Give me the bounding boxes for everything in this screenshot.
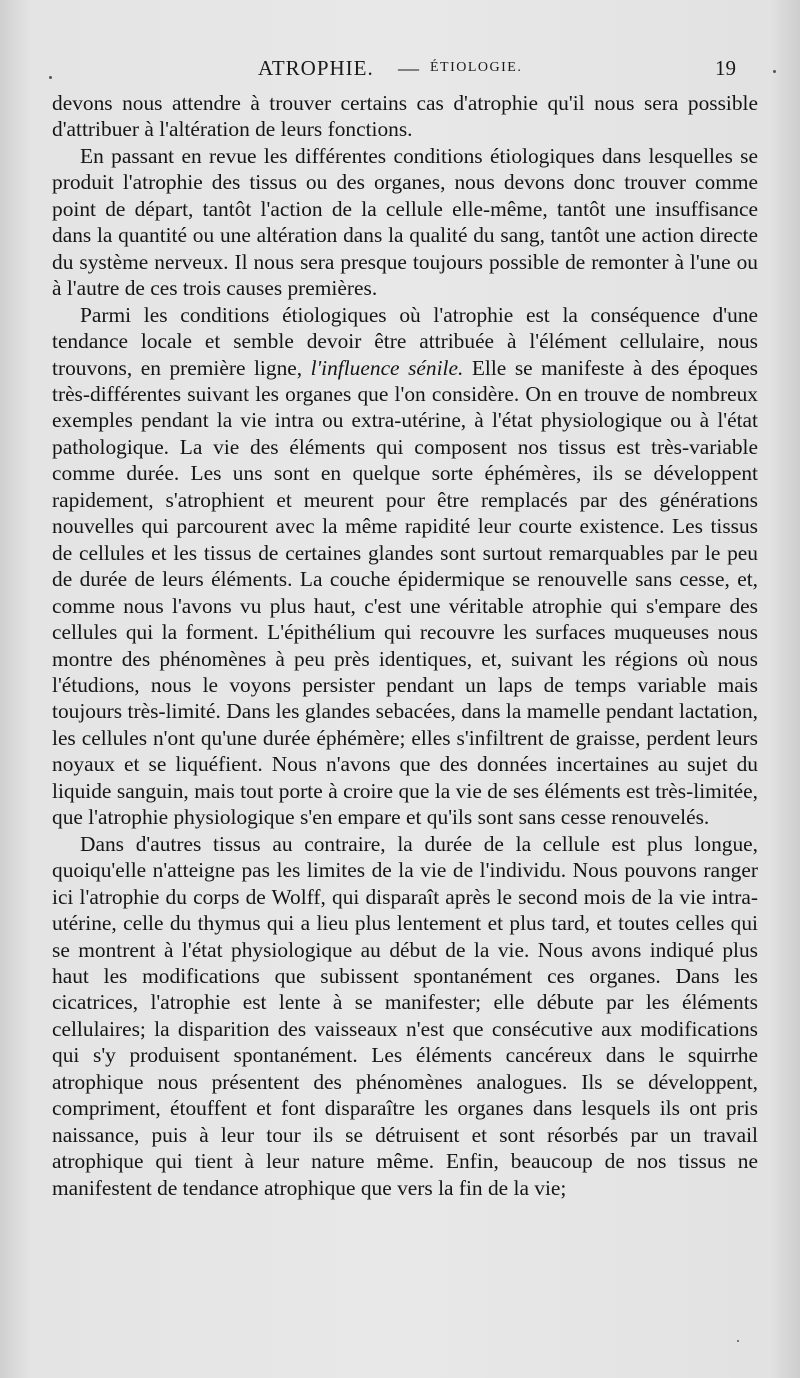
paragraph-3-text-before: Parmi les conditions étiologiques où l'atrophie est la conséquence d'une tendance locale et semble devoir être attribuée à l'élément cellulaire, nous trouvons, en première ligne,: [52, 302, 758, 380]
margin-speck: [737, 1340, 739, 1342]
running-head-title: ATROPHIE.: [258, 56, 374, 80]
paragraph-4: [52, 831, 758, 1201]
margin-speck: [773, 70, 776, 73]
margin-speck: [49, 76, 52, 79]
body-text: [52, 90, 758, 1201]
running-head-section: ÉTIOLOGIE.: [430, 60, 523, 75]
running-head-dash: —: [398, 56, 419, 80]
running-head: [0, 56, 800, 84]
paragraph-2: [52, 143, 758, 302]
paragraph-1: [52, 90, 758, 143]
paragraph-3-emphasis: l'influence sénile.: [310, 355, 464, 380]
paragraph-1-text: devons nous attendre à trouver certains cas d'atrophie qu'il nous sera possible d'attribuer à l'altération de leurs fonctions.: [52, 91, 758, 142]
page-number: 19: [715, 56, 736, 80]
paragraph-2-text: En passant en revue les différentes conditions étiologiques dans lesquelles se produit l'atrophie des tissus ou des organes, nous devons donc trouver comme point de départ, tantôt l'action de la cellule elle-même, tantôt une insuffisance dans la quantité ou une altération dans la qualité du sang, tantôt une action directe du système nerveux. Il nous sera presque toujours possible de remonter à l'une ou à l'autre de ces trois causes premières.: [52, 143, 758, 301]
paragraph-4-text: Dans d'autres tissus au contraire, la durée de la cellule est plus longue, quoiqu'elle n'atteigne pas les limites de la vie de l'individu. Nous pouvons ranger ici l'atrophie du corps de Wolff, qui disparaît après le second mois de la vie intra-utérine, celle du thymus qui a lieu plus lentement et plus tard, et toutes celles qui se montrent à l'état physiologique au début de la vie. Nous avons indiqué plus haut les modifications que subissent spontanément ces organes. Dans les cicatrices, l'atrophie est lente à se manifester; elle débute par les éléments cellulaires; la disparition des vaisseaux n'est que consécutive aux modifications qui s'y produisent spontanément. Les éléments cancéreux dans le squirrhe atrophique nous présentent des phénomènes analogues. Ils se développent, compriment, étouffent et font disparaître les organes dans lesquels ils ont pris naissance, puis à leur tour ils se détruisent et sont résorbés par un travail atrophique qui tient à leur nature même. Enfin, beaucoup de nos tissus ne manifestent de tendance atrophique que vers la fin de la vie;: [52, 831, 758, 1200]
paragraph-3-text-after: Elle se manifeste à des époques très-différentes suivant les organes que l'on considère. On en trouve de nombreux exemples pendant la vie intra ou extra-utérine, à l'état physiologique ou à l'état pathologique. La vie des éléments qui composent nos tissus est très-variable comme durée. Les uns sont en quelque sorte éphémères, ils se développent rapidement, s'atrophient et meurent pour être remplacés par des générations nouvelles qui parcourent avec la même rapidité leur courte existence. Les tissus de cellules et les tissus de certaines glandes sont surtout remarquables par le peu de durée de leurs éléments. La couche épidermique se renouvelle sans cesse, et, comme nous l'avons vu plus haut, c'est une véritable atrophie qui s'empare des cellules qui la forment. L'épithélium qui recouvre les surfaces muqueuses nous montre des phénomènes à peu près identiques, et, suivant les régions où nous l'étudions, nous le voyons persister pendant un laps de temps variable mais toujours très-limité. Dans les glandes sebacées, dans la mamelle pendant lactation, les cellules n'ont qu'une durée éphémère; elles s'infiltrent de graisse, perdent leurs noyaux et se liquéfient. Nous n'avons que des données incertaines au sujet du liquide sanguin, mais tout porte à croire que la vie de ses éléments est très-limitée, que l'atrophie physiologique s'en empare et qu'ils sont sans cesse renouvelés.: [52, 355, 758, 830]
paragraph-3: [52, 302, 758, 831]
